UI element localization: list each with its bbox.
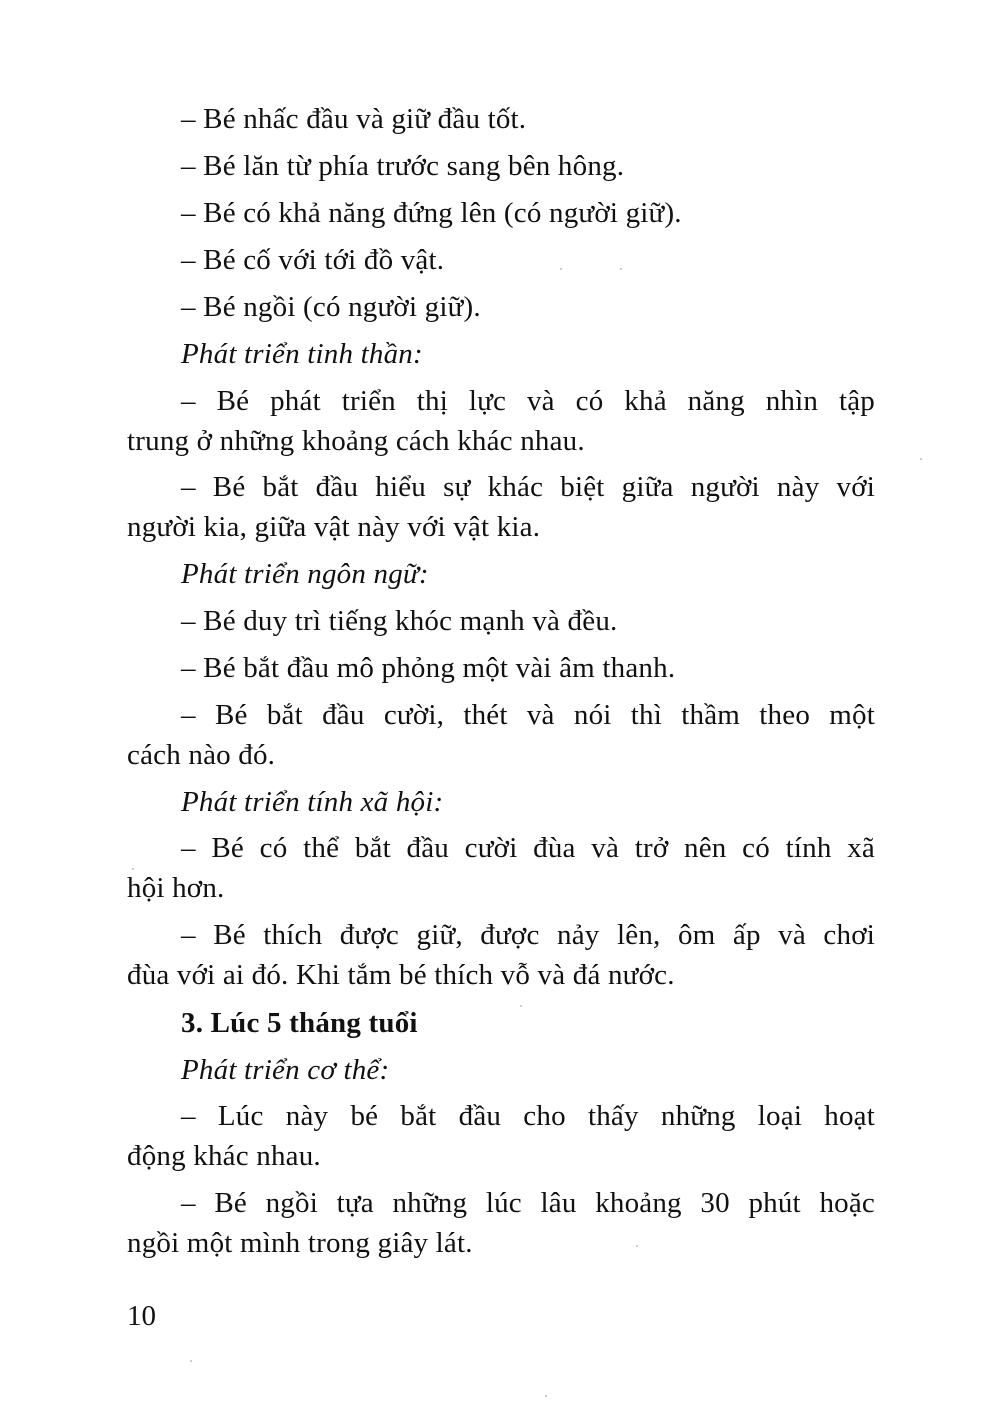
bullet-line: – Bé ngồi (có người giữ). <box>181 291 481 323</box>
subheading-physical-development: Phát triển cơ thể: <box>181 1054 390 1086</box>
bullet-line: – Bé cố với tới đồ vật. <box>181 244 445 276</box>
subheading-social-development: Phát triển tính xã hội: <box>181 786 444 818</box>
bullet-line: – Lúc này bé bắt đầu cho thấy những loại hoạt <box>181 1100 875 1132</box>
continuation-line: người kia, giữa vật này với vật kia. <box>127 511 541 543</box>
scan-speck <box>920 458 922 460</box>
continuation-line: hội hơn. <box>127 872 225 904</box>
scan-speck <box>636 1245 638 1247</box>
continuation-line: đùa với ai đó. Khi tắm bé thích vỗ và đá nước. <box>127 959 675 991</box>
bullet-line: – Bé bắt đầu mô phỏng một vài âm thanh. <box>181 652 676 684</box>
scan-speck <box>560 268 562 270</box>
scan-speck <box>520 1005 522 1007</box>
bullet-line: – Bé có khả năng đứng lên (có người giữ). <box>181 197 682 229</box>
section-heading: 3. Lúc 5 tháng tuổi <box>181 1007 418 1039</box>
continuation-line: trung ở những khoảng cách khác nhau. <box>127 425 585 457</box>
bullet-line: – Bé ngồi tựa những lúc lâu khoảng 30 phút hoặc <box>181 1187 875 1219</box>
continuation-line: động khác nhau. <box>127 1140 321 1172</box>
scan-speck <box>132 868 134 870</box>
scan-speck <box>620 268 622 270</box>
bullet-line: – Bé phát triển thị lực và có khả năng nhìn tập <box>181 385 875 417</box>
bullet-line: – Bé có thể bắt đầu cười đùa và trở nên có tính xã <box>181 832 875 864</box>
continuation-line: ngồi một mình trong giây lát. <box>127 1227 473 1259</box>
subheading-mental-development: Phát triển tinh thần: <box>181 338 423 370</box>
bullet-line: – Bé nhấc đầu và giữ đầu tốt. <box>181 103 527 135</box>
bullet-line: – Bé lăn từ phía trước sang bên hông. <box>181 150 625 182</box>
subheading-language-development: Phát triển ngôn ngữ: <box>181 558 429 590</box>
scan-speck <box>190 1360 192 1362</box>
bullet-line: – Bé duy trì tiếng khóc mạnh và đều. <box>181 605 618 637</box>
continuation-line: cách nào đó. <box>127 739 276 771</box>
page-number: 10 <box>127 1300 156 1332</box>
bullet-line: – Bé bắt đầu cười, thét và nói thì thầm theo một <box>181 699 875 731</box>
scan-speck <box>545 1395 547 1397</box>
bullet-line: – Bé thích được giữ, được nảy lên, ôm ấp và chơi <box>181 919 875 951</box>
bullet-line: – Bé bắt đầu hiểu sự khác biệt giữa người này với <box>181 471 875 503</box>
